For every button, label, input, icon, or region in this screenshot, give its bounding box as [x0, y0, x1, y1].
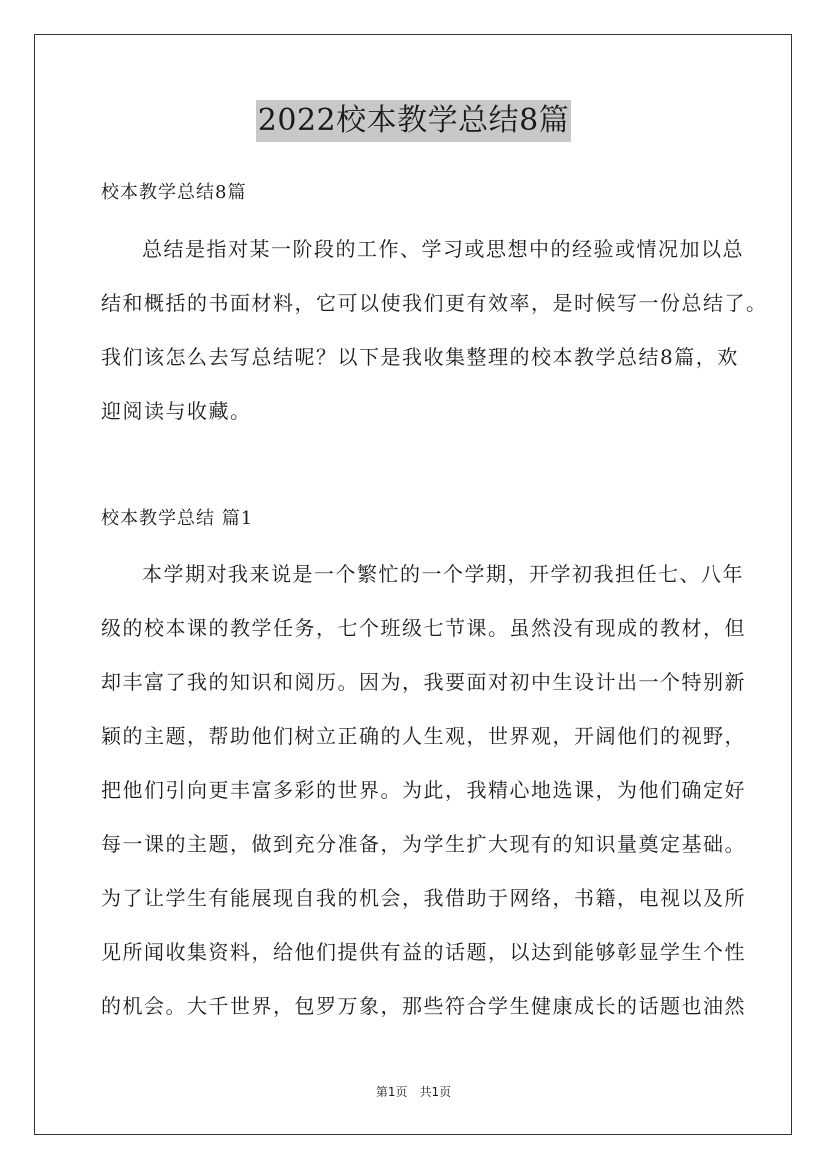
intro-line: 总结是指对某一阶段的工作、学习或思想中的经验或情况加以总	[142, 237, 744, 261]
document-subtitle: 校本教学总结8篇	[101, 182, 247, 203]
body-line: 把他们引向更丰富多彩的世界。为此，我精心地选课，为他们确定好	[101, 778, 746, 802]
page-number: 第1页 共1页	[375, 1085, 452, 1099]
body-line: 却丰富了我的知识和阅历。因为，我要面对初中生设计出一个特别新	[101, 670, 746, 694]
intro-line: 结和概括的书面材料，它可以使我们更有效率，是时候写一份总结了。	[101, 291, 768, 315]
title-container	[0, 100, 827, 142]
body-line: 本学期对我来说是一个繁忙的一个学期，开学初我担任七、八年	[142, 562, 744, 586]
body-line: 每一课的主题，做到充分准备，为学生扩大现有的知识量奠定基础。	[101, 832, 746, 856]
body-line: 级的校本课的教学任务，七个班级七节课。虽然没有现成的教材，但	[101, 616, 746, 640]
body-line: 见所闻收集资料，给他们提供有益的话题，以达到能够彰显学生个性	[101, 940, 746, 964]
intro-line: 迎阅读与收藏。	[101, 399, 252, 423]
section-heading: 校本教学总结 篇1	[101, 508, 254, 529]
body-line: 颖的主题，帮助他们树立正确的人生观，世界观，开阔他们的视野，	[101, 724, 746, 748]
body-line: 为了让学生有能展现自我的机会，我借助于网络，书籍，电视以及所	[101, 886, 746, 910]
body-line: 的机会。大千世界，包罗万象，那些符合学生健康成长的话题也油然	[101, 994, 746, 1018]
intro-line: 我们该怎么去写总结呢？以下是我收集整理的校本教学总结8篇，欢	[101, 345, 739, 369]
document-title: 2022校本教学总结8篇	[256, 100, 571, 142]
